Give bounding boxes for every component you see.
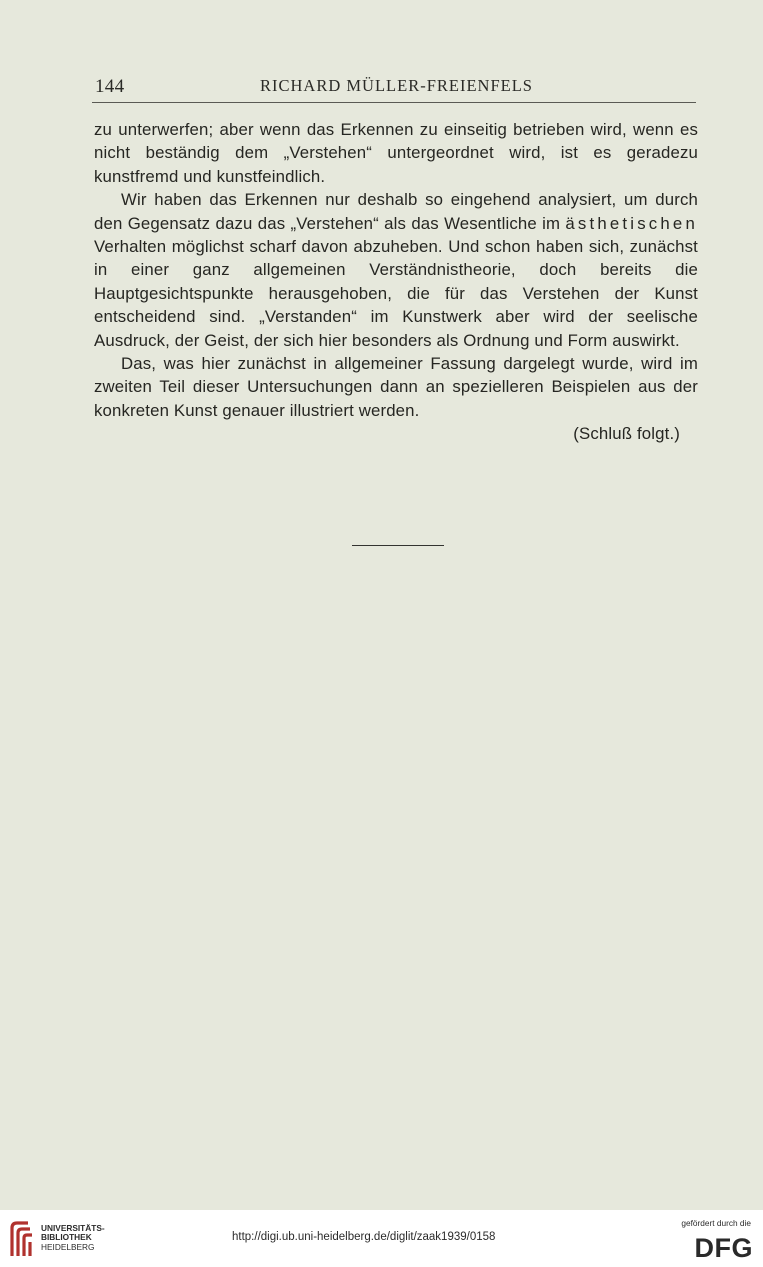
body-text <box>94 118 698 446</box>
running-head: RICHARD MÜLLER-FREIENFELS <box>260 76 533 95</box>
library-name <box>41 1224 105 1252</box>
paragraph-2-start: Wir haben das Erkennen nur deshalb so eingehend analysiert, um durch den Gegensatz dazu das „Verstehen“ als das Wesentliche im <box>94 190 698 233</box>
dfg-logo: DFG <box>694 1233 753 1263</box>
ub-heidelberg-logo-icon <box>8 1220 34 1258</box>
digitization-footer <box>0 1210 763 1267</box>
library-name-line-1: UNIVERSITÄTS- <box>41 1223 105 1233</box>
permalink-url[interactable]: http://digi.ub.uni-heidelberg.de/diglit/zaak1939/0158 <box>232 1231 496 1243</box>
section-end-rule <box>352 545 444 546</box>
paragraph-2 <box>94 188 698 352</box>
page-header <box>92 76 696 102</box>
paragraph-3: Das, was hier zunächst in allgemeiner Fassung dargelegt wurde, wird im zweiten Teil dieser Untersuchungen dann an spezielleren Beispielen aus der konkreten Kunst genauer illustriert werden. <box>94 354 698 420</box>
paragraph-1: zu unterwerfen; aber wenn das Erkennen zu einseitig betrieben wird, wenn es nicht beständig dem „Verstehen“ untergeordnet wird, ist es geradezu kunstfremd und kunstfeindlich. <box>94 120 698 186</box>
paragraph-2-end: Verhalten möglichst scharf davon abzuheben. Und schon haben sich, zunächst in einer ganz allgemeinen Verständnistheorie, doch bereits die Hauptgesichtspunkte herausgehoben, die für das Verstehen der Kunst entscheidend sind. „Verstanden“ im Kunstwerk aber wird der seelische Ausdruck, der Geist, der sich hier besonders als Ordnung und Form auswirkt. <box>94 237 698 350</box>
library-name-line-2: BIBLIOTHEK <box>41 1232 92 1243</box>
funder-caption: gefördert durch die <box>681 1218 751 1228</box>
library-name-line-3: HEIDELBERG <box>41 1241 95 1252</box>
emphasized-word: ästhetischen <box>565 213 698 233</box>
header-rule <box>92 102 696 103</box>
page-number: 144 <box>95 76 125 97</box>
continuation-note: (Schluß folgt.) <box>573 424 680 444</box>
